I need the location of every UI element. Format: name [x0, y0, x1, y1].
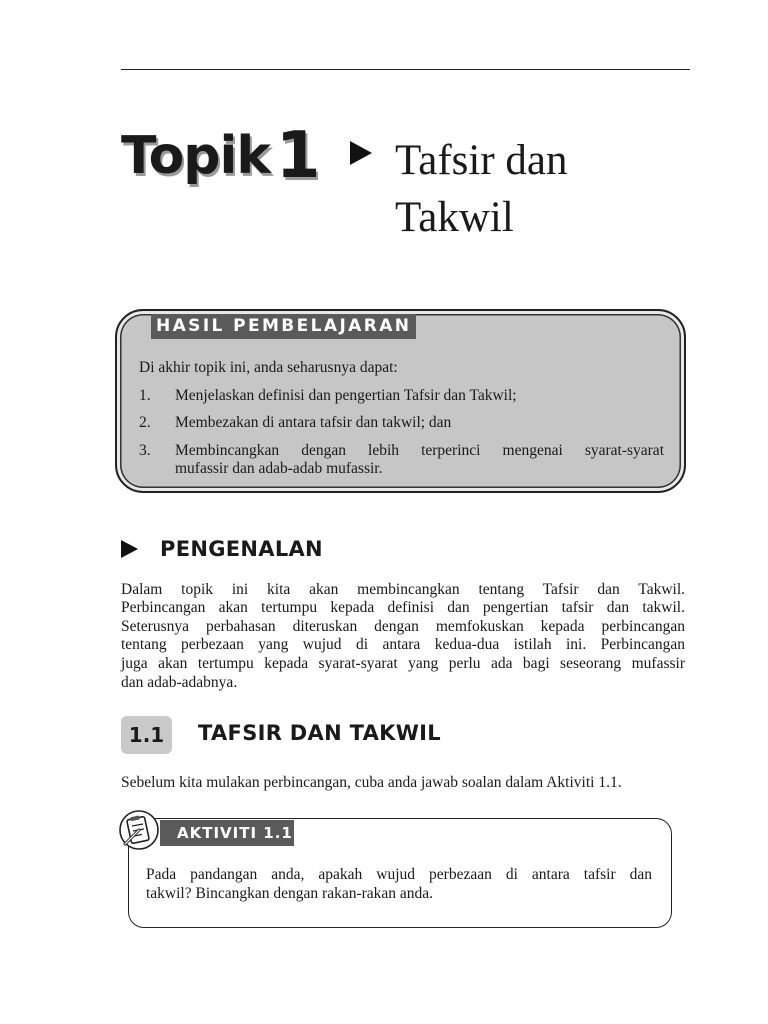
play-arrow-icon	[350, 141, 372, 165]
topic-title-line-1: Tafsir dan	[395, 137, 568, 184]
topic-number: 1	[275, 119, 320, 193]
outcome-text-line-2: mufassir dan adab-adab mufassir.	[175, 460, 383, 477]
outcome-number: 3.	[139, 442, 151, 459]
intro-paragraph-line: tentang perbezaan yang wujud di antara kedua-dua istilah ini. Perbincangan	[121, 636, 685, 653]
outcome-number: 1.	[139, 387, 151, 404]
section-heading: TAFSIR DAN TAKWIL	[198, 721, 441, 745]
intro-paragraph-line: Dalam topik ini kita akan membincangkan tentang Tafsir dan Takwil.	[121, 581, 685, 598]
topic-heading	[121, 119, 320, 193]
section-paragraph: Sebelum kita mulakan perbincangan, cuba anda jawab soalan dalam Aktiviti 1.1.	[121, 774, 622, 791]
outcome-text: Menjelaskan definisi dan pengertian Tafsir dan Takwil;	[175, 387, 517, 404]
outcome-text: Membezakan di antara tafsir dan takwil; dan	[175, 414, 452, 431]
header-rule	[121, 69, 690, 70]
topic-title-line-2: Takwil	[395, 194, 514, 241]
clipboard-pencil-icon	[117, 808, 165, 852]
outcome-text-line-1: Membincangkan dengan lebih terperinci mengenai syarat-syarat	[175, 442, 664, 459]
intro-paragraph-line: juga akan tertumpu kepada syarat-syarat yang perlu ada bagi seseorang mufassir	[121, 655, 685, 672]
learning-outcomes-label: HASIL PEMBELAJARAN	[151, 314, 416, 339]
section-arrow-icon	[121, 540, 138, 558]
section-number-badge: 1.1	[121, 716, 172, 754]
learning-outcomes-intro: Di akhir topik ini, anda seharusnya dapat:	[139, 359, 398, 376]
intro-paragraph-line: Perbincangan akan tertumpu kepada definisi dan pengertian tafsir dan takwil.	[121, 599, 685, 616]
activity-label: AKTIVITI 1.1	[160, 820, 294, 846]
intro-paragraph-line: Seterusnya perbahasan diteruskan dengan memfokuskan kepada perbincangan	[121, 618, 685, 635]
intro-heading: PENGENALAN	[160, 537, 323, 561]
outcome-number: 2.	[139, 414, 151, 431]
activity-text-line-2: takwil? Bincangkan dengan rakan-rakan anda.	[146, 885, 434, 902]
intro-paragraph-line: dan adab-adabnya.	[121, 674, 238, 691]
activity-text-line-1: Pada pandangan anda, apakah wujud perbezaan di antara tafsir dan	[146, 866, 652, 883]
topic-label: Topik	[121, 126, 270, 186]
